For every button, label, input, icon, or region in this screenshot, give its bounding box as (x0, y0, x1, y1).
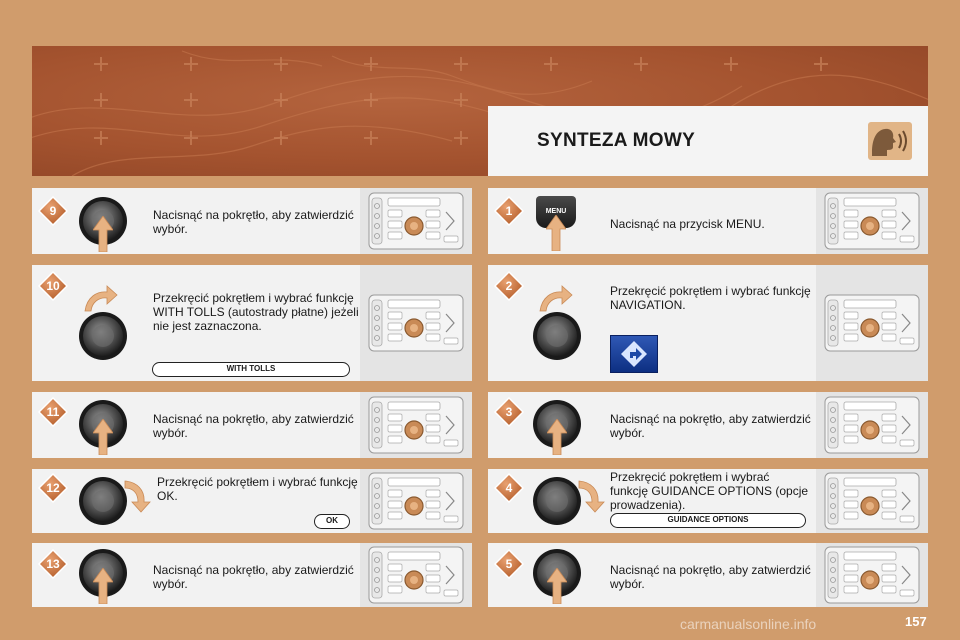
radio-panel (360, 469, 472, 533)
step-3-text: Nacisnąć na pokrętło, aby zatwierdzić wybór. (610, 412, 811, 440)
radio-panel (816, 188, 928, 254)
step-10-badge (38, 271, 68, 301)
radio-panel (360, 188, 472, 254)
voice-synthesis-icon (868, 122, 912, 160)
step-number: 1 (505, 204, 513, 218)
step-3-badge (494, 397, 524, 427)
guidance-options-option[interactable]: GUIDANCE OPTIONS (610, 513, 806, 528)
press-arrow-icon (93, 216, 113, 252)
step-12-badge (38, 473, 68, 503)
with-tolls-option[interactable]: WITH TOLLS (152, 362, 350, 377)
step-number: 12 (46, 481, 60, 495)
step-1-text: Nacisnąć na przycisk MENU. (610, 217, 765, 231)
step-number: 13 (46, 557, 60, 571)
press-arrow-icon (93, 568, 113, 604)
press-arrow-icon (547, 568, 567, 604)
step-4-badge (494, 473, 524, 503)
step-2-badge (494, 271, 524, 301)
step-number: 3 (505, 405, 513, 419)
radio-panel (360, 392, 472, 458)
turn-down-arrow-icon (577, 478, 607, 514)
turn-knob-icon (78, 476, 128, 526)
step-number: 2 (505, 279, 513, 293)
turn-knob-icon (532, 476, 582, 526)
step-9-badge (38, 196, 68, 226)
step-number: 9 (49, 204, 57, 218)
step-number: 5 (505, 557, 513, 571)
step-1-badge (494, 196, 524, 226)
step-12-text: Przekręcić pokrętłem i wybrać funkcję OK. (157, 475, 358, 503)
watermark: carmanualsonline.info (680, 616, 817, 632)
step-9-text: Nacisnąć na pokrętło, aby zatwierdzić wybór. (153, 208, 354, 236)
radio-panel (360, 543, 472, 607)
step-4-text: Przekręcić pokrętłem i wybrać funkcję GUIDANCE OPTIONS (opcje prowadzenia). (610, 470, 809, 512)
menu-button-label: MENU (545, 208, 567, 215)
radio-panel (816, 392, 928, 458)
turn-knob-icon (532, 311, 582, 361)
step-5-text: Nacisnąć na pokrętło, aby zatwierdzić wybór. (610, 563, 811, 591)
radio-panel (816, 469, 928, 533)
step-2-text: Przekręcić pokrętłem i wybrać funkcję NAVIGATION. (610, 284, 811, 312)
page-number: 157 (905, 614, 927, 629)
step-11-text: Nacisnąć na pokrętło, aby zatwierdzić wybór. (153, 412, 354, 440)
radio-panel (360, 265, 472, 381)
radio-panel (816, 543, 928, 607)
step-5-badge (494, 549, 524, 579)
step-13-text: Nacisnąć na pokrętło, aby zatwierdzić wybór. (153, 563, 354, 591)
press-arrow-icon (93, 419, 113, 455)
step-number: 4 (505, 481, 513, 495)
ok-option[interactable]: OK (314, 514, 350, 529)
press-arrow-icon (546, 215, 566, 251)
page-title: SYNTEZA MOWY (537, 130, 696, 151)
step-number: 11 (46, 405, 60, 419)
navigation-icon (610, 335, 658, 373)
turn-arrow-icon (538, 285, 574, 313)
step-11-badge (38, 397, 68, 427)
step-13-badge (38, 549, 68, 579)
turn-arrow-icon (83, 285, 119, 313)
step-10-text: Przekręcić pokrętłem i wybrać funkcję WITH TOLLS (autostrady płatne) jeżeli nie jest zaznaczona. (153, 291, 359, 333)
turn-down-arrow-icon (123, 478, 153, 514)
press-arrow-icon (547, 419, 567, 455)
radio-panel (816, 265, 928, 381)
turn-knob-icon (78, 311, 128, 361)
step-number: 10 (46, 279, 60, 293)
